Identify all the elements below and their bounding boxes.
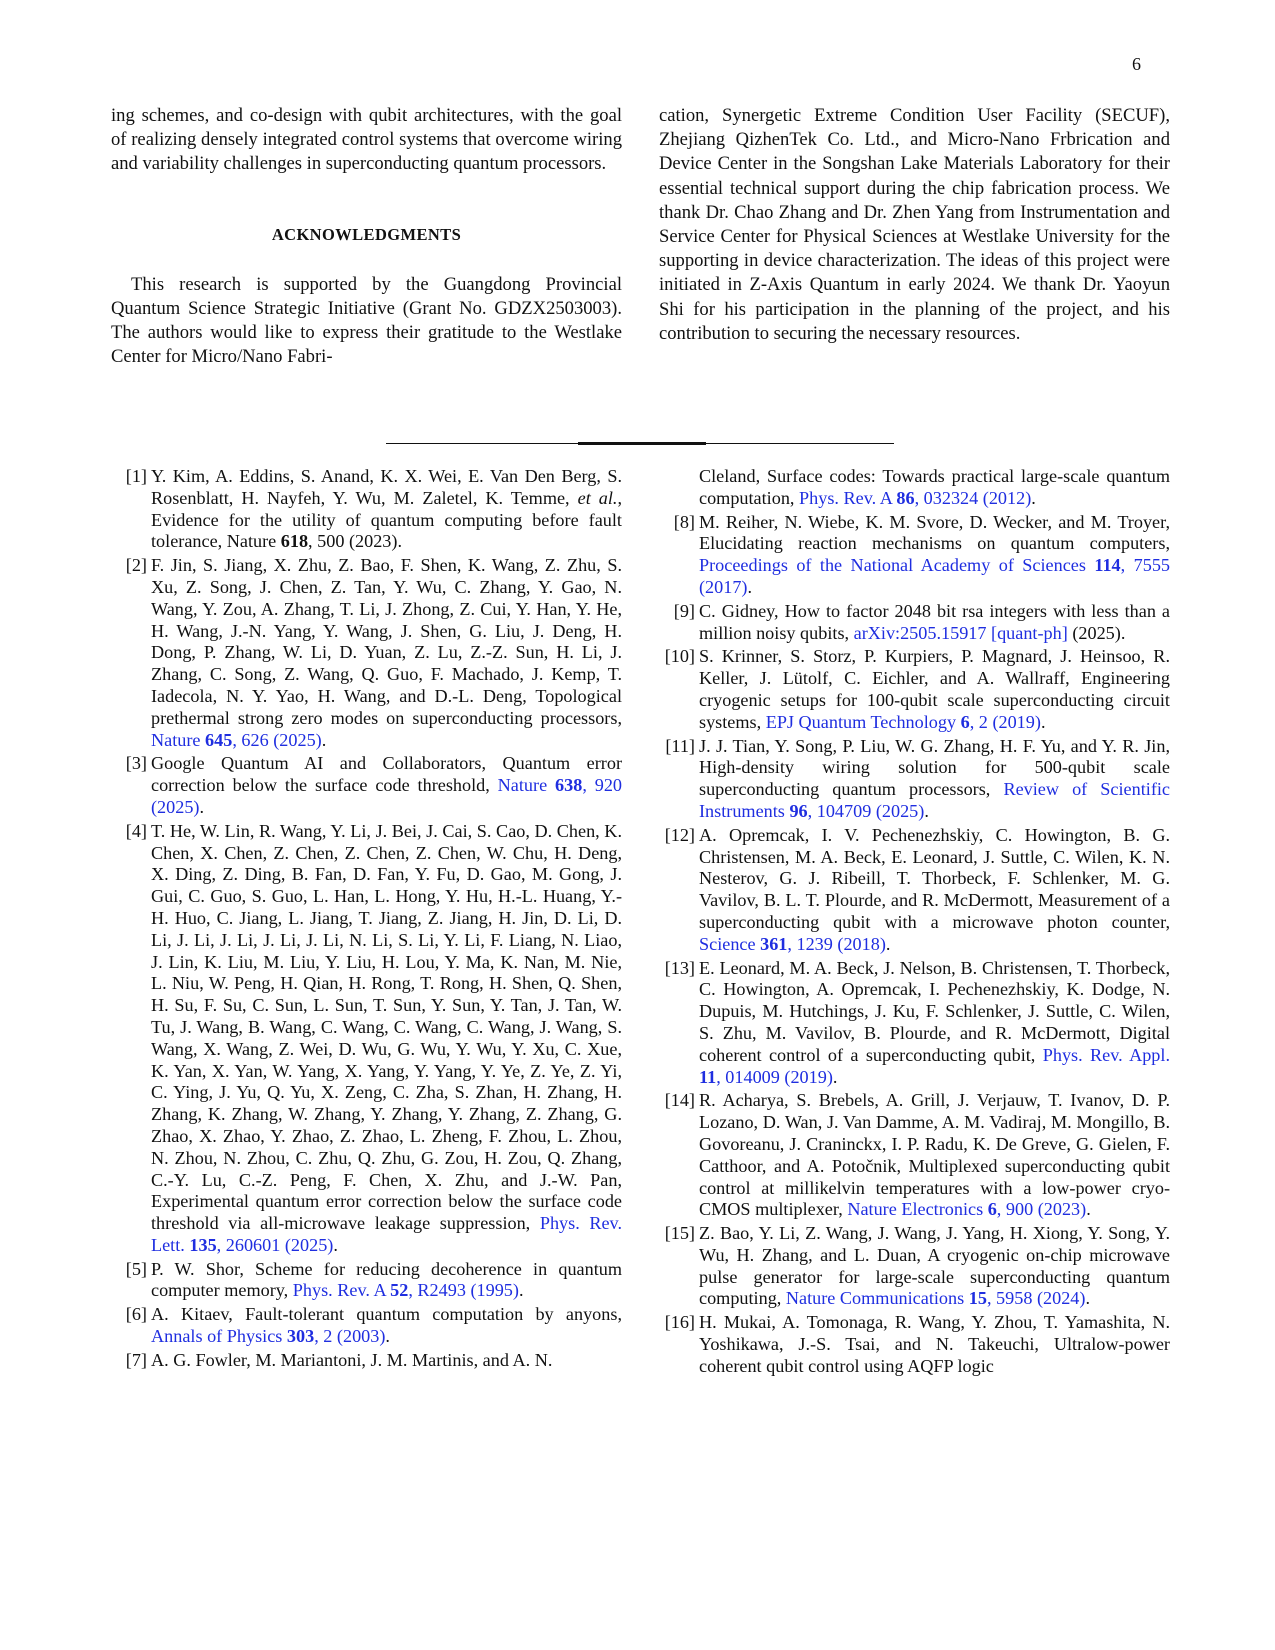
reference-link[interactable]: Nature Communications 15, 5958 (2024) bbox=[785, 1288, 1086, 1309]
reference-13 bbox=[659, 958, 1170, 1089]
reference-text: , 500 (2023). bbox=[308, 531, 403, 552]
reference-text: A. Kitaev, Fault-tolerant quantum computation by anyons, bbox=[151, 1304, 622, 1325]
reference-15 bbox=[659, 1223, 1170, 1310]
reference-11 bbox=[659, 736, 1170, 823]
reference-6 bbox=[111, 1304, 622, 1348]
right-column-top bbox=[659, 104, 1170, 346]
reference-link[interactable]: Phys. Rev. Appl. 11, 014009 (2019) bbox=[699, 1044, 1170, 1087]
reference-number: [15] bbox=[664, 1223, 695, 1244]
acknowledgments-paragraph-continued: cation, Synergetic Extreme Condition User Facility (SECUF), Zhejiang QizhenTek Co. Ltd., and Micro-Nano Frbrication and Device Center in the Songshan Lake Materials Laboratory for their essential technical support during the chip fabrication process. We thank Dr. Chao Zhang and Dr. Zhen Yang from Instrumentation and Service Center for Physical Sciences at Westlake University for the supporting in device characterization. The ideas of this project were initiated in Z-Axis Quantum in early 2024. We thank Dr. Yaoyun Shi for his participation in the planning of the project, and his contribution to securing the necessary resources. bbox=[659, 105, 1170, 344]
reference-12 bbox=[659, 825, 1170, 956]
reference-number: [7] bbox=[125, 1349, 147, 1370]
reference-number: [5] bbox=[125, 1258, 147, 1279]
reference-number: [3] bbox=[125, 753, 147, 774]
reference-text: M. Reiher, N. Wiebe, K. M. Svore, D. Wecker, and M. Troyer, Elucidating reaction mechanisms on quantum computers, bbox=[699, 511, 1170, 554]
reference-number: [4] bbox=[125, 820, 147, 841]
reference-end: . bbox=[199, 796, 205, 817]
acknowledgments-heading: ACKNOWLEDGMENTS bbox=[271, 224, 462, 244]
reference-end: . bbox=[747, 576, 753, 597]
reference-link[interactable]: Phys. Rev. A 52, R2493 (1995) bbox=[292, 1280, 519, 1301]
reference-text: Cleland, Surface codes: Towards practical large-scale quantum computation, bbox=[699, 466, 1170, 508]
reference-text: J. J. Tian, Y. Song, P. Liu, W. G. Zhang, H. F. Yu, and Y. R. Jin, High-density wiring solution for 500-qubit scale superconducting quantum processors, bbox=[699, 735, 1170, 800]
reference-text: , Evidence for the utility of quantum computing before fault tolerance, Nature bbox=[151, 487, 623, 552]
reference-9 bbox=[659, 601, 1170, 645]
reference-end: . bbox=[832, 1066, 838, 1087]
body-paragraph-continuation: ing schemes, and co-design with qubit architectures, with the goal of realizing densely integrated control systems that overcome wiring and variability challenges in superconducting quantum processors. bbox=[111, 105, 622, 175]
reference-8 bbox=[659, 512, 1170, 599]
reference-volume: 618 bbox=[280, 531, 309, 552]
reference-number: [14] bbox=[664, 1090, 695, 1111]
reference-text: F. Jin, S. Jiang, X. Zhu, Z. Bao, F. Shen, K. Wang, Z. Zhu, S. Xu, Z. Song, J. Chen, Z. Tan, Y. Wu, C. Zhang, Y. Gao, N. Wang, Y. Zou, A. Zhang, T. Li, J. Zhong, Z. Cui, Y. Han, Y. He, H. Wang, J.-N. Yang, Y. Wang, J. Shen, G. Liu, J. Deng, H. Dong, P. Zhang, W. Li, D. Yuan, Z. Lu, Z.-Z. Sun, H. Li, J. Zhang, C. Song, Z. Wang, Q. Guo, F. Machado, J. Kemp, T. Iadecola, N. Y. Yao, H. Wang, and D.-L. Deng, Topological prethermal strong zero modes on superconducting processors, bbox=[151, 555, 622, 728]
references-divider-center bbox=[578, 442, 706, 445]
reference-text: Z. Bao, Y. Li, Z. Wang, J. Wang, J. Yang, H. Xiong, Y. Song, Y. Wu, H. Zhang, and L. Duan, A cryogenic on-chip microwave pulse generator for large-scale superconducting quantum computing, bbox=[699, 1223, 1170, 1309]
reference-etal: et al. bbox=[577, 487, 618, 508]
reference-4 bbox=[111, 821, 622, 1257]
reference-link[interactable]: Nature Electronics 6, 900 (2023) bbox=[847, 1199, 1087, 1220]
reference-end: . bbox=[1085, 1288, 1090, 1309]
references-left-column bbox=[111, 466, 622, 1374]
reference-text: E. Leonard, M. A. Beck, J. Nelson, B. Christensen, T. Thorbeck, C. Howington, A. Opremcak, I. Pechenezhskiy, K. Dodge, N. Dupuis, M. Hutchings, J. Ku, F. Schlenker, J. Suttle, C. Wilen, S. Zhu, M. Vavilov, B. Plourde, and R. McDermott, Digital coherent control of a superconducting qubit, bbox=[699, 957, 1170, 1065]
reference-link[interactable]: Phys. Rev. A 86, 032324 (2012) bbox=[799, 487, 1032, 508]
reference-link[interactable]: Proceedings of the National Academy of Sciences 114, 7555 (2017) bbox=[699, 555, 1171, 597]
reference-end: . bbox=[1086, 1199, 1091, 1220]
left-column-top bbox=[111, 104, 622, 369]
reference-16 bbox=[659, 1312, 1170, 1377]
reference-text: S. Krinner, S. Storz, P. Kurpiers, P. Magnard, J. Heinsoo, R. Keller, J. Lütolf, C. Eichler, and A. Wallraff, Engineering cryogenic setups for 100-qubit scale superconducting circuit systems, bbox=[699, 646, 1170, 732]
reference-number: [12] bbox=[664, 824, 695, 845]
reference-text: A. G. Fowler, M. Mariantoni, J. M. Martinis, and A. N. bbox=[151, 1349, 553, 1370]
reference-end: . bbox=[885, 933, 891, 954]
reference-end: . bbox=[333, 1234, 338, 1255]
reference-end: . bbox=[1031, 487, 1036, 508]
reference-link[interactable]: Annals of Physics 303, 2 (2003) bbox=[151, 1326, 386, 1347]
reference-number: [9] bbox=[673, 600, 695, 621]
reference-link[interactable]: Review of Scientific Instruments 96, 104709 (2025) bbox=[699, 779, 1171, 821]
reference-link[interactable]: EPJ Quantum Technology 6, 2 (2019) bbox=[765, 711, 1041, 732]
reference-number: [6] bbox=[125, 1304, 147, 1325]
reference-text: H. Mukai, A. Tomonaga, R. Wang, Y. Zhou, T. Yamashita, N. Yoshikawa, J.-S. Tsai, and N. Takeuchi, Ultralow-power coherent qubit control using AQFP logic bbox=[699, 1312, 1170, 1376]
reference-text: A. Opremcak, I. V. Pechenezhskiy, C. Howington, B. G. Christensen, M. A. Beck, E. Leonard, J. Suttle, C. Wilen, K. N. Nesterov, G. J. Ribeill, T. Thorbeck, F. Schlenker, M. G. Vavilov, B. L. T. Plourde, and R. McDermott, Measurement of a superconducting qubit with a microwave photon counter, bbox=[699, 824, 1170, 932]
reference-7 bbox=[111, 1350, 622, 1372]
reference-3 bbox=[111, 753, 622, 818]
reference-number: [13] bbox=[664, 957, 695, 978]
reference-2 bbox=[111, 555, 622, 751]
reference-10 bbox=[659, 646, 1170, 733]
reference-number: [11] bbox=[665, 735, 695, 756]
reference-link[interactable]: arXiv:2505.15917 [quant-ph] bbox=[853, 622, 1068, 643]
reference-text: Google Quantum AI and Collaborators, Quantum error correction below the surface code threshold, bbox=[151, 753, 622, 796]
reference-end: (2025). bbox=[1067, 622, 1126, 643]
reference-number: [8] bbox=[673, 511, 695, 532]
reference-link[interactable]: Nature 638, 920 (2025) bbox=[151, 775, 623, 817]
reference-number: [1] bbox=[125, 466, 147, 486]
reference-14 bbox=[659, 1090, 1170, 1221]
reference-text: Y. Kim, A. Eddins, S. Anand, K. X. Wei, E. Van Den Berg, S. Rosenblatt, H. Nayfeh, Y. Wu, M. Zaletel, K. Temme, bbox=[151, 466, 622, 508]
reference-end: . bbox=[385, 1326, 390, 1347]
reference-end: . bbox=[321, 729, 327, 750]
reference-number: [16] bbox=[664, 1312, 695, 1333]
reference-link[interactable]: Phys. Rev. Lett. 135, 260601 (2025) bbox=[151, 1213, 623, 1255]
reference-text: C. Gidney, How to factor 2048 bit rsa integers with less than a million noisy qubits, bbox=[699, 600, 1170, 643]
reference-link[interactable]: Nature 645, 626 (2025) bbox=[151, 729, 322, 750]
reference-text: T. He, W. Lin, R. Wang, Y. Li, J. Bei, J. Cai, S. Cao, D. Chen, K. Chen, X. Chen, Z. Chen, Z. Chen, Z. Chen, W. Chu, H. Deng, X. Ding, Z. Ding, B. Fan, D. Fan, Y. Fu, D. Gao, M. Gong, J. Gui, C. Guo, S. Guo, L. Han, L. Hong, Y. Hu, H.-L. Huang, Y.-H. Huo, C. Jiang, L. Jiang, T. Jiang, Z. Jiang, H. Jin, D. Li, D. Li, J. Li, J. Li, J. Li, J. Li, N. Li, S. Li, Y. Li, F. Liang, N. Liao, J. Lin, K. Liu, M. Liu, Y. Liu, H. Lou, Y. Ma, K. Nan, M. Nie, L. Niu, W. Peng, H. Qian, H. Rong, T. Rong, H. Shen, Q. Shen, H. Su, F. Su, C. Sun, L. Sun, T. Sun, Y. Sun, Y. Tan, J. Tan, W. Tu, J. Wang, B. Wang, C. Wang, C. Wang, C. Wang, J. Wang, S. Wang, X. Wang, Z. Wei, D. Wu, G. Wu, Y. Wu, Y. Xu, C. Xue, K. Yan, X. Yan, W. Yang, X. Yang, Y. Yang, Y. Ye, Z. Ye, Z. Yi, C. Ying, J. Yu, Q. Yu, X. Zeng, C. Zha, S. Zhan, H. Zhang, H. Zhang, K. Zhang, W. Zhang, Y. Zhang, Y. Zhang, Z. Zhang, G. Zhao, X. Zhao, Y. Zhao, Z. Zhao, L. Zheng, F. Zhou, L. Zhou, N. Zhou, N. Zhou, C. Zhu, Q. Zhu, G. Zou, H. Zou, Q. Zhang, C.-Y. Lu, C.-Z. Peng, F. Chen, X. Zhu, and J.-W. Pan, Experimental quantum error correction below the surface code threshold via all-microwave leakage suppression, bbox=[151, 820, 622, 1234]
reference-text: R. Acharya, S. Brebels, A. Grill, J. Verjauw, T. Ivanov, D. P. Lozano, D. Wan, J. Van Damme, A. M. Vadiraj, M. Mongillo, B. Govoreanu, J. Craninckx, I. P. Radu, K. De Greve, G. Gielen, F. Catthoor, and A. Potočnik, Multiplexed superconducting qubit control at millikelvin temperatures with a low-power cryo-CMOS multiplexer, bbox=[699, 1090, 1170, 1220]
acknowledgments-paragraph: This research is supported by the Guangdong Provincial Quantum Science Strategic Initiative (Grant No. GDZX2503003). The authors would like to express their gratitude to the Westlake Center for Micro/Nano Fabri- bbox=[111, 273, 622, 368]
reference-number: [10] bbox=[664, 646, 695, 667]
references-right-column bbox=[659, 466, 1170, 1380]
reference-7-continued bbox=[659, 466, 1170, 510]
reference-number: [2] bbox=[125, 555, 147, 576]
reference-5 bbox=[111, 1259, 622, 1303]
reference-end: . bbox=[1040, 711, 1046, 732]
reference-text: P. W. Shor, Scheme for reducing decoherence in quantum computer memory, bbox=[151, 1258, 622, 1301]
reference-1 bbox=[111, 466, 622, 553]
page-number: 6 bbox=[1132, 54, 1141, 74]
reference-end: . bbox=[924, 800, 929, 821]
reference-end: . bbox=[518, 1280, 524, 1301]
reference-link[interactable]: Science 361, 1239 (2018) bbox=[699, 933, 886, 954]
